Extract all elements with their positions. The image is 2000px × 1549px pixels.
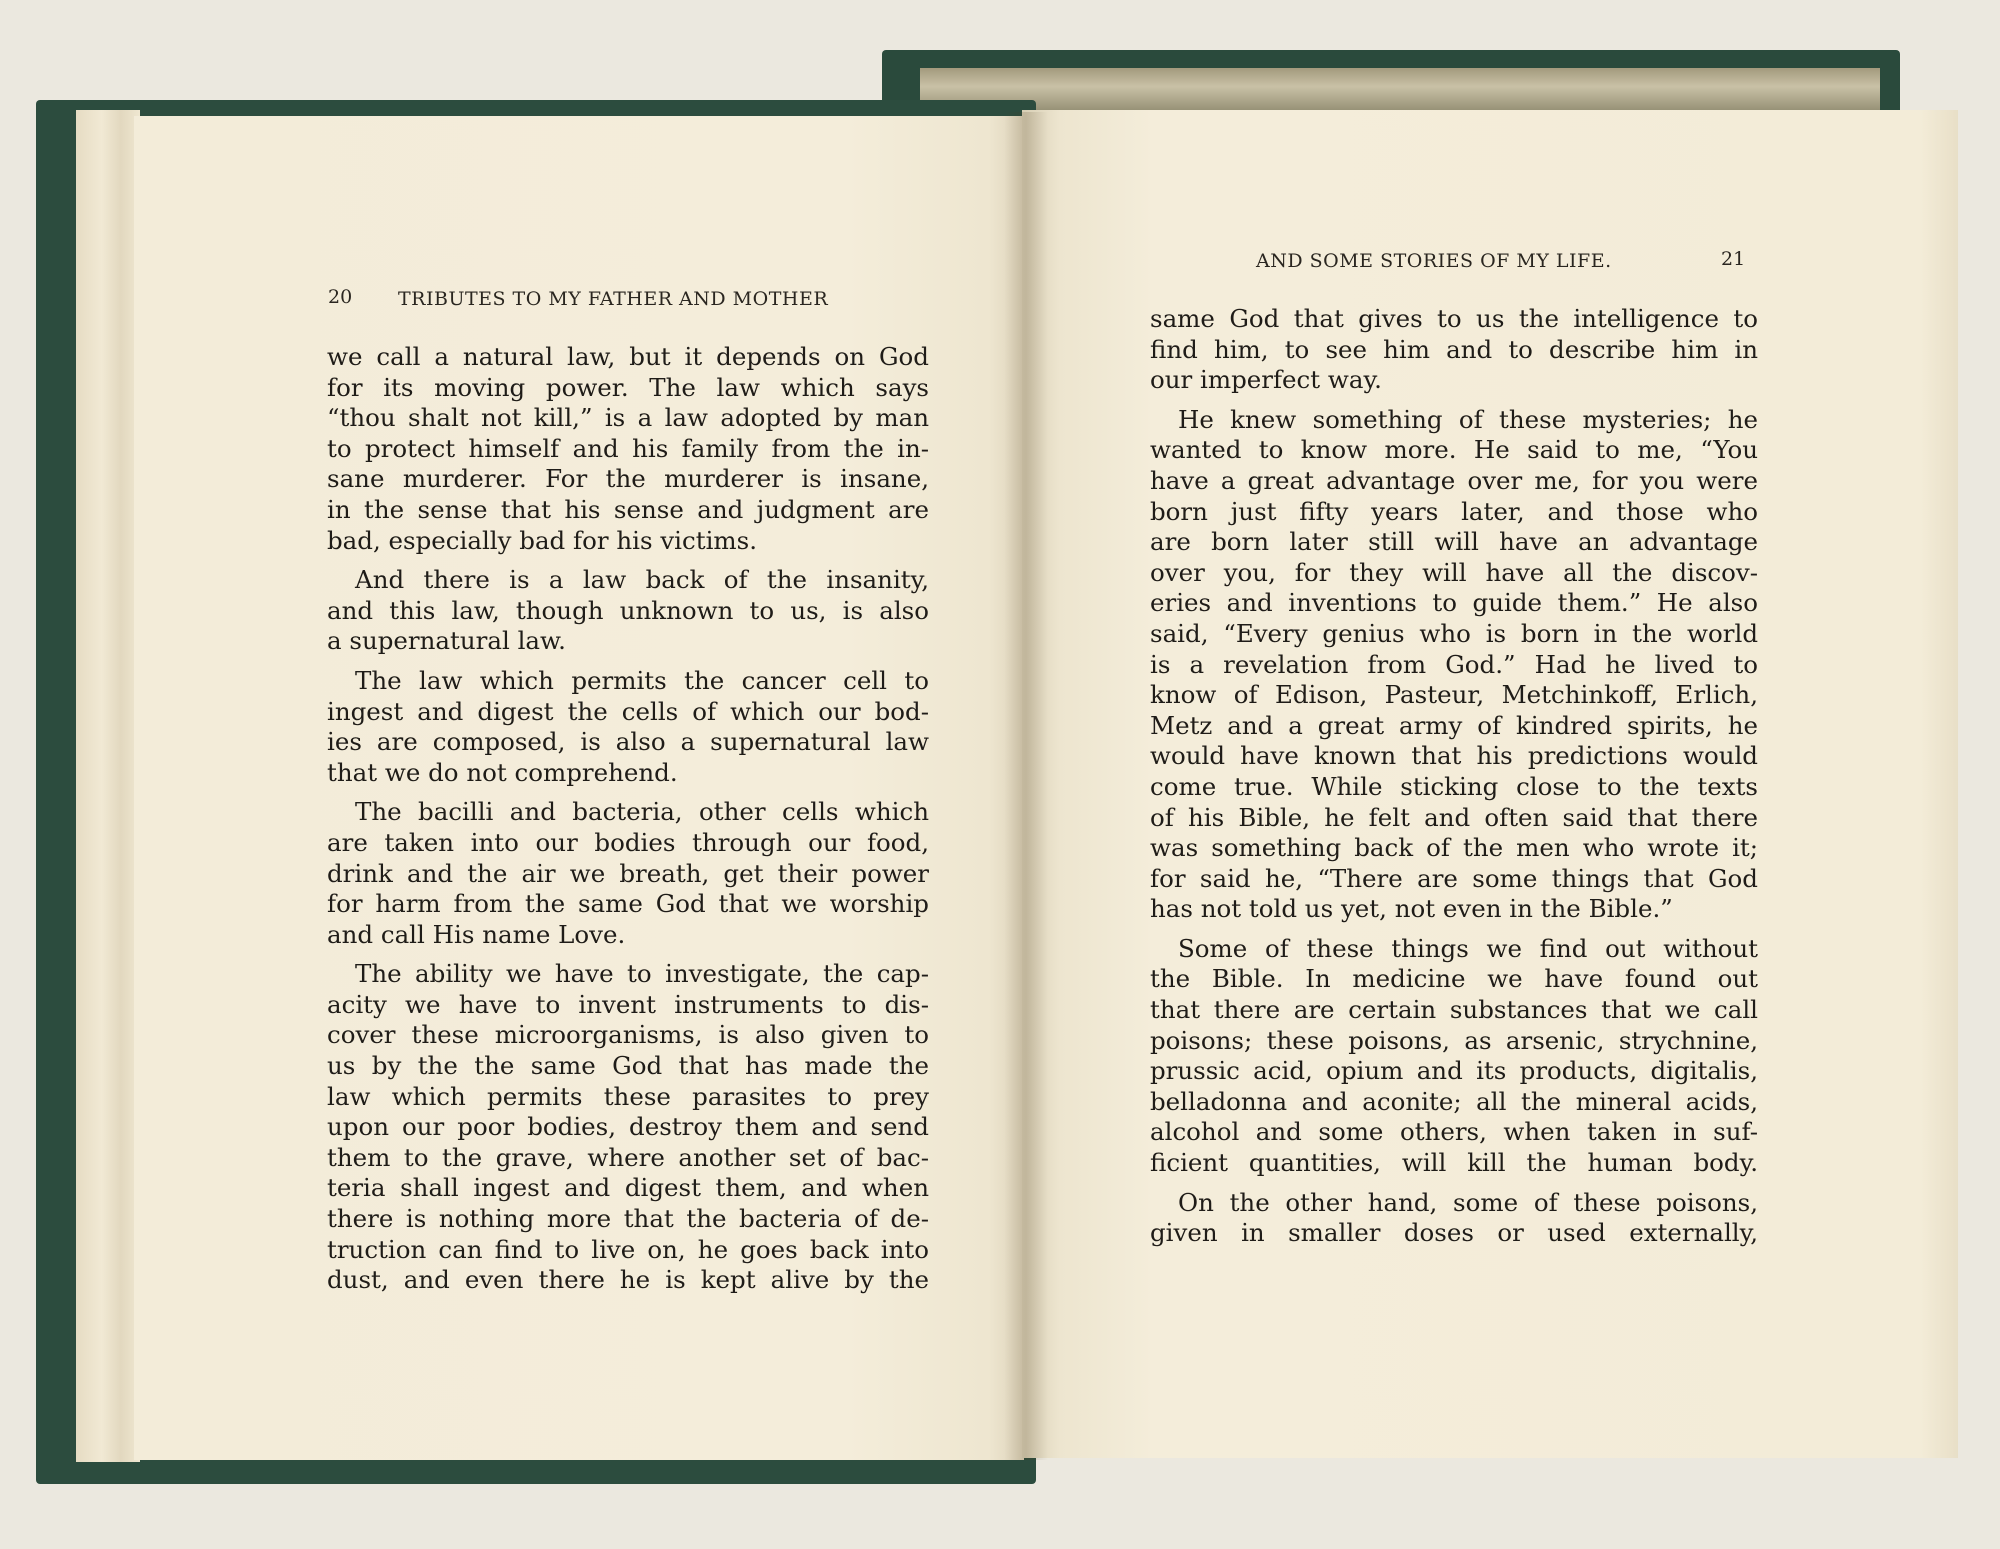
page-stack-edge <box>76 110 140 1462</box>
text-line: them to the grave, where another set of bac- <box>327 1142 929 1172</box>
text-line: for said he, “There are some things that God <box>1150 863 1758 893</box>
text-line: Some of these things we find out without <box>1178 933 1758 963</box>
text-line: know of Edison, Pasteur, Metchinkoff, Erlich, <box>1150 680 1758 710</box>
text-line: and this law, though unknown to us, is also <box>327 595 929 625</box>
text-line: wanted to know more. He said to me, “You <box>1150 435 1758 465</box>
text-line: come true. While sticking close to the texts <box>1150 771 1758 801</box>
text-line: upon our poor bodies, destroy them and send <box>327 1112 929 1142</box>
text-line: said, “Every genius who is born in the world <box>1150 618 1758 648</box>
text-line: belladonna and aconite; all the mineral acids, <box>1150 1086 1758 1116</box>
text-line: for its moving power. The law which says <box>327 372 929 402</box>
gutter-shadow <box>1004 112 1048 1460</box>
text-line: law which permits these parasites to prey <box>327 1081 929 1111</box>
text-line: drink and the air we breath, get their power <box>327 858 929 888</box>
text-line: have a great advantage over me, for you were <box>1150 465 1758 495</box>
text-line: find him, to see him and to describe him in <box>1150 334 1758 364</box>
text-line: On the other hand, some of these poisons, <box>1178 1187 1758 1217</box>
text-line: a supernatural law. <box>327 626 566 656</box>
text-line: He knew something of these mysteries; he <box>1178 404 1758 434</box>
text-line: are taken into our bodies through our food, <box>327 827 929 857</box>
text-line: would have known that his predictions would <box>1150 741 1758 771</box>
text-line: is a revelation from God.” Had he lived to <box>1150 649 1758 679</box>
text-line: over you, for they will have all the discov- <box>1150 557 1758 587</box>
text-line: bad, especially bad for his victims. <box>327 525 757 555</box>
text-line: truction can find to live on, he goes back into <box>327 1234 929 1264</box>
text-line: given in smaller doses or used externally, <box>1150 1218 1758 1248</box>
text-line: teria shall ingest and digest them, and when <box>327 1173 929 1203</box>
text-line: The ability we have to investigate, the cap- <box>355 959 929 989</box>
text-line: prussic acid, opium and its products, digitalis, <box>1150 1056 1758 1086</box>
text-line: “thou shalt not kill,” is a law adopted by man <box>327 403 929 433</box>
left-page-text <box>327 342 929 1296</box>
right-page-number: 21 <box>1721 248 1746 270</box>
text-line: cover these microorganisms, is also given to <box>327 1020 929 1050</box>
text-line: The bacilli and bacteria, other cells which <box>355 797 929 827</box>
text-line: and call His name Love. <box>327 919 626 949</box>
text-line: acity we have to invent instruments to dis- <box>327 989 929 1019</box>
text-line: to protect himself and his family from the in- <box>327 433 929 463</box>
text-line: ficient quantities, will kill the human body. <box>1150 1148 1758 1178</box>
text-line: for harm from the same God that we worship <box>327 889 929 919</box>
text-line: And there is a law back of the insanity, <box>355 565 929 595</box>
left-running-head: TRIBUTES TO MY FATHER AND MOTHER <box>398 288 829 310</box>
text-line: poisons; these poisons, as arsenic, strychnine, <box>1150 1025 1758 1055</box>
text-line: dust, and even there he is kept alive by the <box>327 1265 929 1295</box>
text-line: ies are composed, is also a supernatural law <box>327 727 929 757</box>
text-line: the Bible. In medicine we have found out <box>1150 964 1758 994</box>
text-line: that there are certain substances that we call <box>1150 995 1758 1025</box>
text-line: we call a natural law, but it depends on God <box>327 342 929 371</box>
text-line: born just fifty years later, and those who <box>1150 496 1758 526</box>
text-line: has not told us yet, not even in the Bible.” <box>1150 894 1673 924</box>
text-line: Metz and a great army of kindred spirits, he <box>1150 710 1758 740</box>
text-line: ingest and digest the cells of which our bod- <box>327 696 929 726</box>
text-line: of his Bible, he felt and often said that there <box>1150 802 1758 832</box>
text-line: alcohol and some others, when taken in suf- <box>1150 1117 1758 1147</box>
text-line: that we do not comprehend. <box>327 757 678 787</box>
page-block-edges <box>920 68 1880 114</box>
text-line: there is nothing more that the bacteria of de- <box>327 1204 929 1234</box>
right-page-text <box>1150 304 1758 1249</box>
right-running-head: AND SOME STORIES OF MY LIFE. <box>1256 250 1612 272</box>
text-line: eries and inventions to guide them.” He also <box>1150 588 1758 618</box>
text-line: in the sense that his sense and judgment are <box>327 494 929 524</box>
text-line: was something back of the men who wrote it; <box>1150 833 1758 863</box>
left-page-number: 20 <box>328 286 353 308</box>
text-line: are born later still will have an advantage <box>1150 527 1758 557</box>
text-line: sane murderer. For the murderer is insane, <box>327 464 929 494</box>
text-line: us by the the same God that has made the <box>327 1051 929 1081</box>
text-line: our imperfect way. <box>1150 365 1382 395</box>
text-line: same God that gives to us the intelligence to <box>1150 304 1758 333</box>
text-line: The law which permits the cancer cell to <box>355 665 929 695</box>
